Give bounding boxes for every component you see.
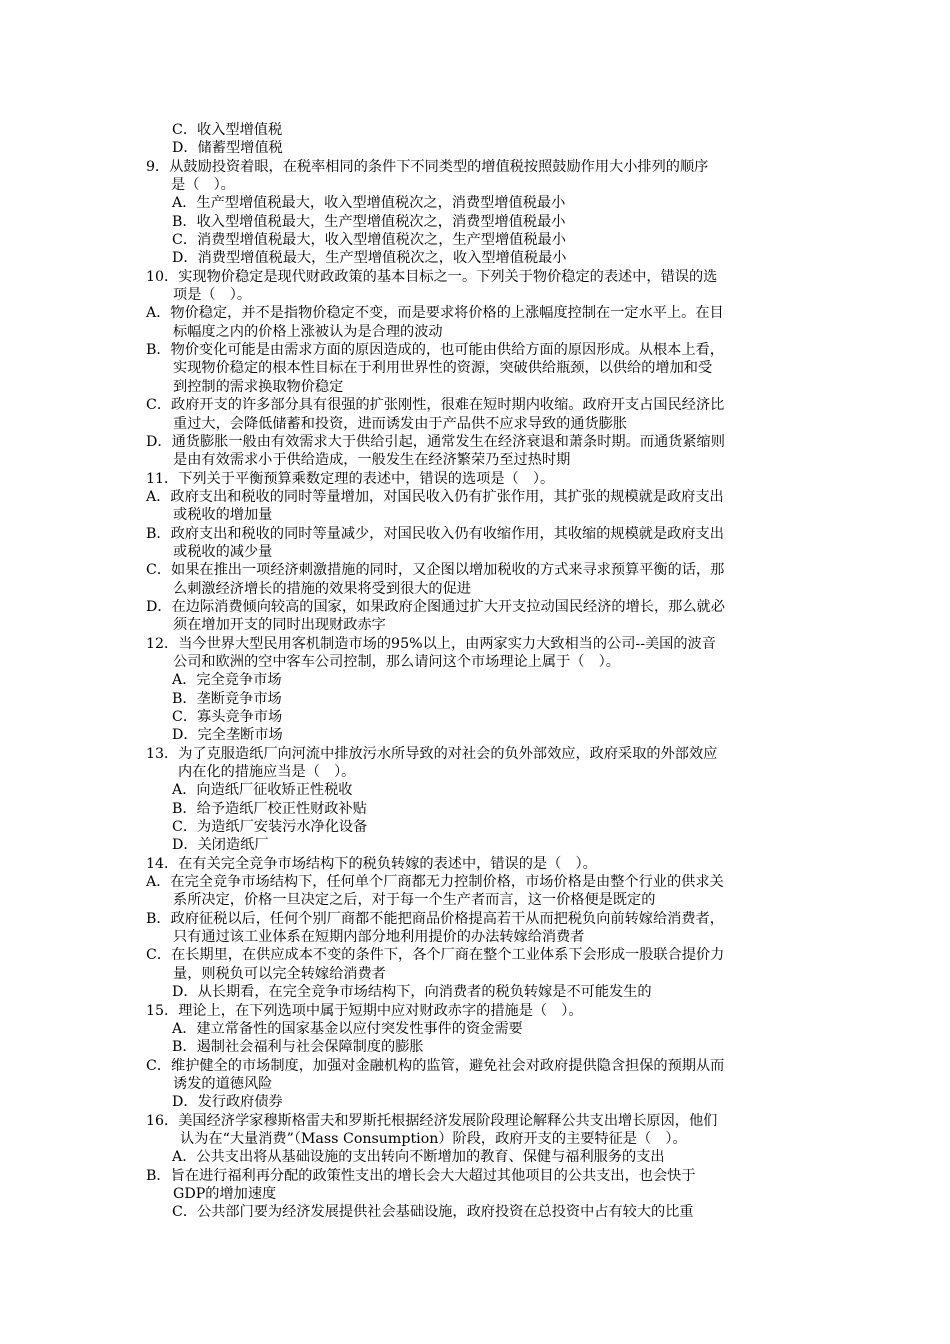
text-line: 诱发的道德风险: [173, 1075, 273, 1092]
text-line: C．收入型增值税: [172, 122, 283, 138]
text-line: 公司和欧洲的空中客车公司控制，那么请问这个市场理论上属于（ ）。: [173, 653, 620, 670]
text-line: B．政府支出和税收的同时等量减少，对国民收入仍有收缩作用，其收缩的规模就是政府支出: [146, 525, 724, 542]
text-line: A．物价稳定，并不是指物价稳定不变，而是要求将价格的上涨幅度控制在一定水平上。在目: [146, 305, 724, 322]
text-line: 量，则税负可以完全转嫁给消费者: [173, 965, 386, 982]
text-line: A．完全竞争市场: [172, 672, 282, 689]
text-line: 11．下列关于平衡预算乘数定理的表述中，错误的选项是（ ）。: [146, 470, 555, 487]
text-line: B．垄断竞争市场: [172, 690, 282, 707]
text-line: D．关闭造纸厂: [172, 837, 269, 854]
text-line: 15．理论上，在下列选项中属于短期中应对财政赤字的措施是（ ）。: [146, 1002, 583, 1019]
text-line: 认为在“大量消费”（Mass Consumption）阶段，政府开支的主要特征是（ ）。: [180, 1130, 687, 1147]
text-line: 重过大，会降低储蓄和投资，进而诱发由于产品供不应求导致的通货膨胀: [173, 415, 628, 432]
text-line: 14．在有关完全竞争市场结构下的税负转嫁的表述中，错误的是（ ）。: [146, 855, 597, 872]
text-line: 16．美国经济学家穆斯格雷夫和罗斯托根据经济发展阶段理论解释公共支出增长原因，他们: [146, 1112, 718, 1129]
text-line: B．给予造纸厂校正性财政补贴: [172, 800, 367, 817]
text-line: D．从长期看，在完全竞争市场结构下，向消费者的税负转嫁是不可能发生的: [172, 984, 652, 1001]
text-line: 只有通过该工业体系在短期内部分地利用提价的办法转嫁给消费者: [173, 929, 585, 946]
text-line: D．消费型增值税最大，生产型增值税次之，收入型增值税最小: [172, 250, 567, 267]
text-line: 是（ ）。: [171, 177, 235, 194]
text-line: A．生产型增值税最大，收入型增值税次之，消费型增值税最小: [172, 195, 566, 212]
text-line: D．完全垄断市场: [172, 727, 283, 744]
text-line: B．物价变化可能是由需求方面的原因造成的，也可能由供给方面的原因形成。从根本上看，: [146, 342, 724, 359]
text-line: 内在化的措施应当是（ ）。: [178, 764, 356, 781]
text-line: C．为造纸厂安装污水净化设备: [172, 819, 368, 836]
text-line: D．储蓄型增值税: [172, 140, 283, 157]
text-line: 9．从鼓励投资着眼，在税率相同的条件下不同类型的增值税按照鼓励作用大小排列的顺序: [146, 158, 709, 175]
text-line: A．建立常备性的国家基金以应付突发性事件的资金需要: [172, 1020, 523, 1037]
text-line: 项是（ ）。: [173, 287, 252, 304]
text-line: C．寡头竞争市场: [172, 709, 283, 725]
text-line: 12．当今世界大型民用客机制造市场的95%以上，由两家实力大致相当的公司--美国的波音: [146, 635, 716, 652]
text-line: 系所决定，价格一旦决定之后，对于每一个生产者而言，这一价格便是既定的: [173, 892, 656, 909]
text-line: C．维护健全的市场制度，加强对金融机构的监管，避免社会对政府提供隐含担保的预期从而: [146, 1057, 725, 1074]
text-line: C．如果在推出一项经济刺激措施的同时，又企图以增加税收的方式来寻求预算平衡的话，那: [146, 562, 725, 579]
document-body: [146, 121, 812, 1222]
text-line: A．在完全竞争市场结构下，任何单个厂商都无力控制价格，市场价格是由整个行业的供求关: [146, 874, 724, 891]
text-line: 或税收的减少量: [173, 543, 273, 560]
text-line: C．公共部门要为经济发展提供社会基础设施，政府投资在总投资中占有较大的比重: [172, 1204, 694, 1221]
text-line: B．旨在进行福利再分配的政策性支出的增长会大大超过其他项目的公共支出，也会快于: [146, 1167, 696, 1184]
text-line: D．发行政府债券: [172, 1094, 283, 1111]
text-line: A．向造纸厂征收矫正性税收: [172, 782, 353, 799]
text-line: D．在边际消费倾向较高的国家，如果政府企图通过扩大开支拉动国民经济的增长，那么就必: [146, 598, 725, 615]
text-line: C．在长期里，在供应成本不变的条件下，各个厂商在整个工业体系下会形成一股联合提价力: [146, 947, 725, 964]
text-line: C．消费型增值税最大，收入型增值税次之，生产型增值税最小: [172, 232, 566, 249]
text-line: 标幅度之内的价格上涨被认为是合理的波动: [173, 323, 443, 340]
text-line: 到控制的需求换取物价稳定: [173, 378, 344, 395]
text-line: B．政府征税以后，任何个别厂商都不能把商品价格提高若干从而把税负向前转嫁给消费者，: [146, 910, 724, 927]
text-line: 是由有效需求小于供给造成，一般发生在经济繁荣乃至过热时期: [173, 452, 571, 469]
text-line: 或税收的增加量: [173, 507, 273, 524]
text-line: B．遏制社会福利与社会保障制度的膨胀: [172, 1039, 424, 1056]
text-line: 须在增加开支的同时出现财政赤字: [173, 617, 386, 634]
text-line: GDP的增加速度: [173, 1185, 277, 1202]
text-line: A．政府支出和税收的同时等量增加，对国民收入仍有扩张作用，其扩张的规模就是政府支出: [146, 488, 724, 505]
text-line: 么刺激经济增长的措施的效果将受到很大的促进: [173, 580, 471, 597]
text-line: C．政府开支的许多部分具有很强的扩张刚性，很难在短时期内收缩。政府开支占国民经济比: [146, 397, 725, 414]
text-line: 13．为了克服造纸厂向河流中排放污水所导致的对社会的负外部效应，政府采取的外部效应: [146, 745, 718, 762]
text-line: 实现物价稳定的根本性目标在于利用世界性的资源，突破供给瓶颈，以供给的增加和受: [173, 360, 713, 377]
text-line: D．通货膨胀一般由有效需求大于供给引起，通常发生在经济衰退和萧条时期。而通货紧缩则: [146, 433, 725, 450]
text-line: 10．实现物价稳定是现代财政政策的基本目标之一。下列关于物价稳定的表述中，错误的选: [146, 268, 718, 285]
text-line: A．公共支出将从基础设施的支出转向不断增加的教育、保健与福利服务的支出: [172, 1149, 665, 1166]
text-line: B．收入型增值税最大，生产型增值税次之，消费型增值税最小: [172, 213, 566, 230]
